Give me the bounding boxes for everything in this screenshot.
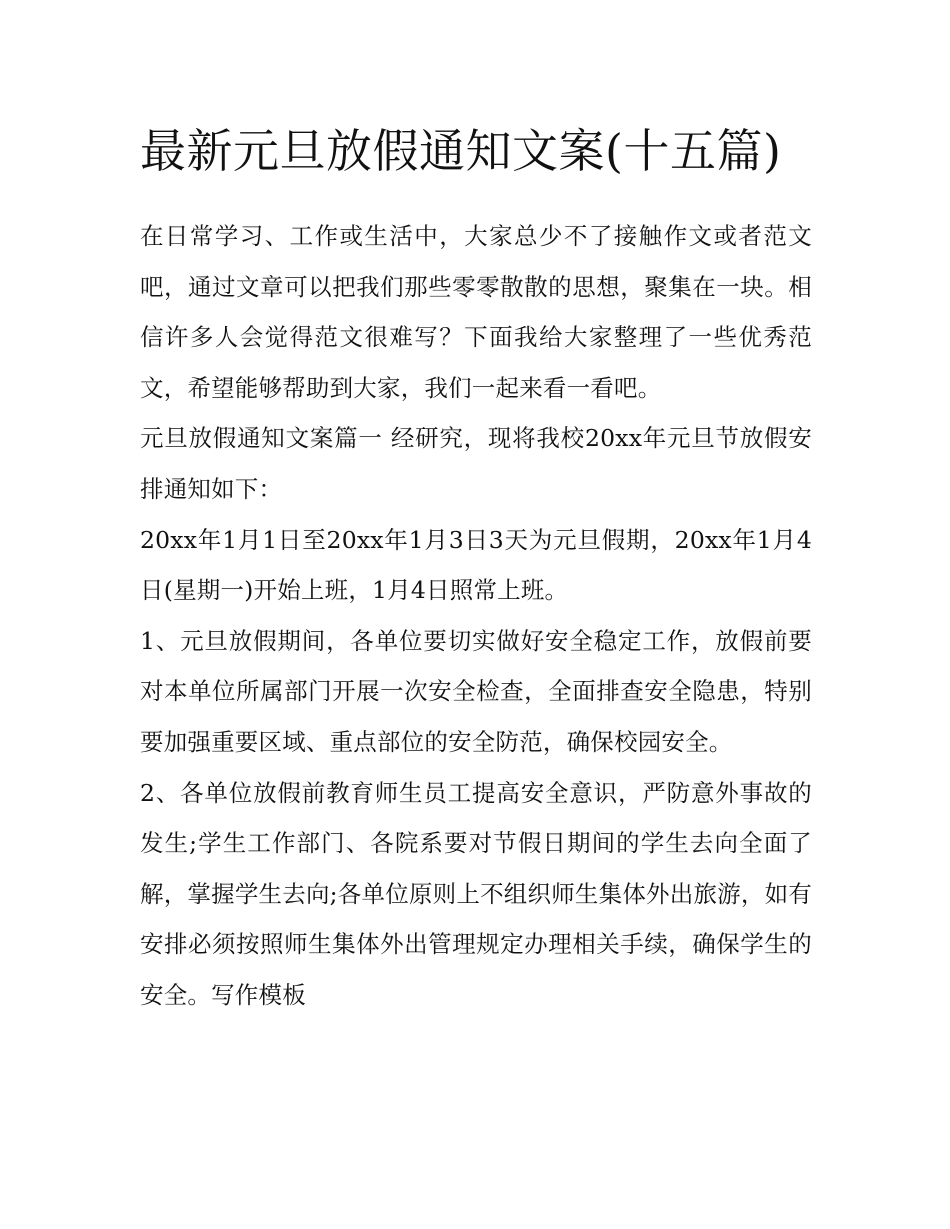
intro-paragraph: 在日常学习、工作或生活中，大家总少不了接触作文或者范文吧，通过文章可以把我们那些零零散散的思想，聚集在一块。相信许多人会觉得范文很难写？下面我给大家整理了一些优秀范文，希望能够帮助到大家，我们一起来看一看吧。: [140, 222, 812, 402]
safety-item-two-paragraph: 2、各单位放假前教育师生员工提高安全意识，严防意外事故的发生;学生工作部门、各院系要对节假日期间的学生去向全面了解，掌握学生去向;各单位原则上不组织师生集体外出旅游，如有安排必须按照师生集体外出管理规定办理相关手续，确保学生的安全。写作模板: [140, 778, 812, 1010]
safety-item-one-paragraph: 1、元旦放假期间，各单位要切实做好安全稳定工作，放假前要对本单位所属部门开展一次安全检查，全面排查安全隐患，特别要加强重要区域、重点部位的安全防范，确保校园安全。: [140, 626, 812, 757]
document-title: 最新元旦放假通知文案(十五篇): [140, 124, 782, 178]
holiday-schedule-paragraph: 20xx年1月1日至20xx年1月3日3天为元旦假期，20xx年1月4日(星期一)开始上班，1月4日照常上班。: [140, 525, 812, 605]
section-one-intro-paragraph: 元旦放假通知文案篇一 经研究，现将我校20xx年元旦节放假安排通知如下：: [140, 424, 812, 504]
document-page: [140, 112, 812, 1021]
